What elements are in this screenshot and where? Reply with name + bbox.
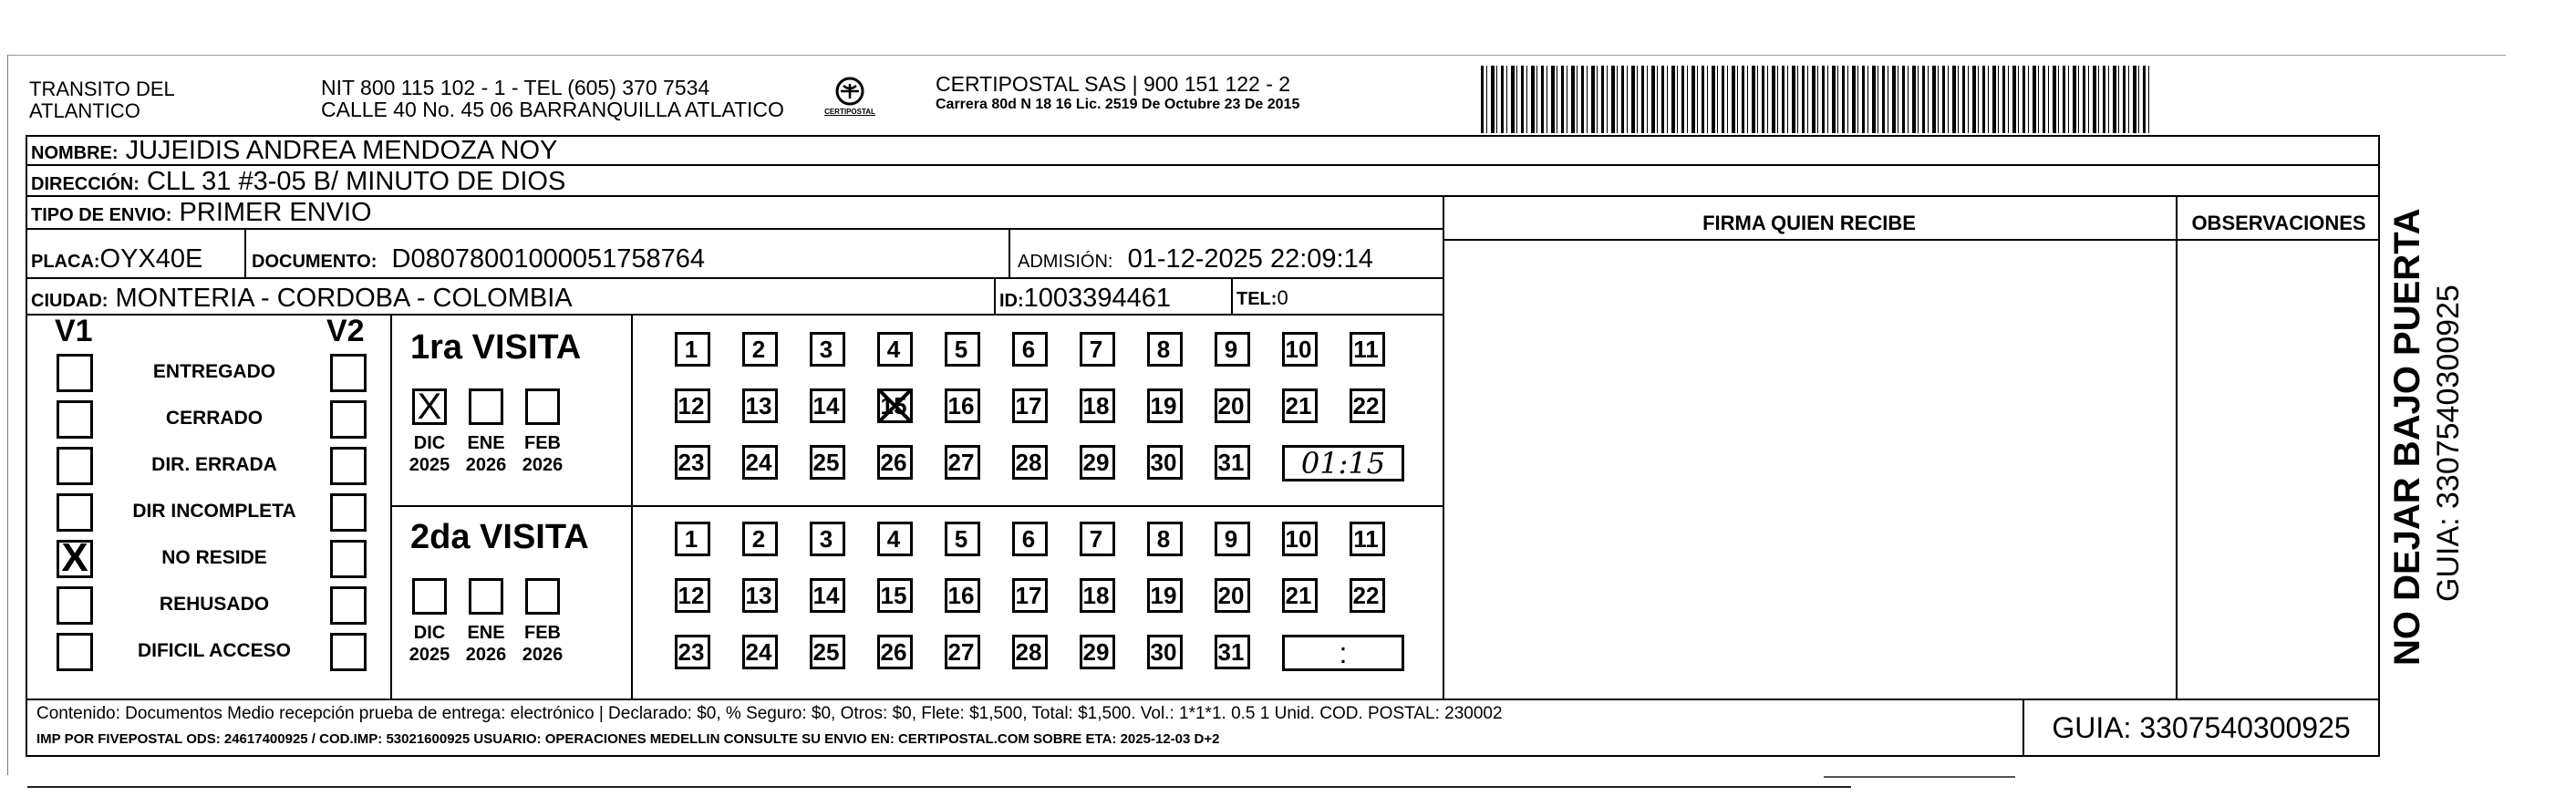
day-24[interactable]: 24	[742, 445, 778, 480]
month-name: DIC	[413, 433, 446, 453]
day-11[interactable]: 11	[1350, 522, 1385, 556]
month-year: 2026	[522, 645, 564, 665]
direccion-row	[26, 166, 2380, 197]
v1-checkbox-no-reside[interactable]: X	[57, 540, 93, 578]
month-year: 2026	[522, 455, 564, 475]
day-6[interactable]: 6	[1012, 522, 1048, 556]
day-22[interactable]: 22	[1350, 388, 1385, 423]
visit-time-field[interactable]: :	[1282, 635, 1404, 671]
carrier-line: CERTIPOSTAL SAS | 900 151 122 - 2	[936, 72, 1291, 96]
month-year: 2025	[409, 645, 450, 665]
month-name: FEB	[524, 623, 561, 643]
tipo-label: TIPO DE ENVIO:	[31, 205, 172, 225]
v2-header: V2	[326, 314, 365, 348]
day-13[interactable]: 13	[742, 578, 778, 613]
side-guia: GUIA: 3307540300925	[2431, 285, 2466, 602]
day-21[interactable]: 21	[1282, 388, 1318, 423]
v2-checkbox-dir-incompleta[interactable]	[330, 493, 367, 532]
month-checkbox-dic[interactable]	[412, 578, 447, 615]
day-28[interactable]: 28	[1012, 635, 1048, 669]
month-name: DIC	[413, 623, 446, 643]
month-label	[515, 622, 570, 666]
day-15[interactable]: 15	[877, 578, 913, 613]
day-14[interactable]: 14	[810, 578, 845, 613]
month-year: 2025	[409, 455, 450, 475]
visit-time-field[interactable]: 01:15	[1282, 445, 1404, 481]
day-18[interactable]: 18	[1080, 388, 1115, 423]
status-label: DIFICIL ACCESO	[137, 640, 291, 661]
org-name	[29, 78, 175, 122]
ciudad-field	[31, 284, 573, 314]
v2-checkbox-dificil-acceso[interactable]	[330, 633, 367, 671]
day-25[interactable]: 25	[810, 445, 845, 480]
month-label	[459, 432, 513, 476]
admision-field	[1018, 244, 1373, 274]
day-12[interactable]: 12	[675, 578, 710, 613]
logo-text: CERTIPOSTAL	[824, 108, 875, 116]
visit-title: 1ra VISITA	[410, 328, 582, 367]
day-29[interactable]: 29	[1080, 635, 1115, 669]
v2-checkbox-cerrado[interactable]	[330, 400, 367, 439]
admision-value: 01-12-2025 22:09:14	[1127, 244, 1373, 274]
org-line-1: TRANSITO DEL	[29, 78, 175, 100]
day-12[interactable]: 12	[675, 388, 710, 423]
v1-header: V1	[55, 314, 93, 348]
day-2[interactable]: 2	[742, 522, 778, 556]
month-checkbox-dic[interactable]: X	[412, 388, 447, 425]
day-26[interactable]: 26	[877, 635, 913, 669]
day-30[interactable]: 30	[1147, 635, 1183, 669]
day-8[interactable]: 8	[1147, 522, 1183, 556]
v1-checkbox-dificil-acceso[interactable]	[57, 633, 93, 671]
day-19[interactable]: 19	[1147, 388, 1183, 423]
nombre-label: NOMBRE:	[31, 143, 119, 163]
observaciones-header: OBSERVACIONES	[2191, 212, 2366, 234]
firma-header: FIRMA QUIEN RECIBE	[1702, 212, 1916, 234]
documento-field	[252, 244, 705, 274]
day-27[interactable]: 27	[945, 635, 980, 669]
day-3[interactable]: 3	[810, 522, 845, 556]
ciudad-label: CIUDAD:	[31, 291, 109, 311]
day-9[interactable]: 9	[1215, 332, 1250, 367]
day-31[interactable]: 31	[1215, 445, 1250, 480]
ciudad-value: MONTERIA - CORDOBA - COLOMBIA	[115, 284, 573, 313]
v1-checkbox-cerrado[interactable]	[57, 400, 93, 439]
tel-field	[1236, 286, 1288, 310]
status-label: ENTREGADO	[152, 361, 276, 382]
day-14[interactable]: 14	[810, 388, 845, 423]
carrier-address: Carrera 80d N 18 16 Lic. 2519 De Octubre 23 De 2015	[936, 97, 1300, 112]
id-field	[999, 284, 1171, 314]
month-checkbox-ene[interactable]	[469, 578, 503, 615]
day-8[interactable]: 8	[1147, 332, 1183, 367]
day-19[interactable]: 19	[1147, 578, 1183, 613]
month-checkbox-ene[interactable]	[469, 388, 503, 425]
day-25[interactable]: 25	[810, 635, 845, 669]
nit-line: NIT 800 115 102 - 1 - TEL (605) 370 7534	[321, 76, 710, 99]
v1-checkbox-entregado[interactable]	[57, 354, 93, 392]
day-26[interactable]: 26	[877, 445, 913, 480]
id-value: 1003394461	[1023, 284, 1171, 313]
day-11[interactable]: 11	[1350, 332, 1385, 367]
month-name: FEB	[524, 433, 561, 453]
day-5[interactable]: 5	[945, 332, 980, 367]
org-line-2: ATLANTICO	[29, 99, 140, 122]
nombre-row	[26, 135, 2380, 166]
month-label	[402, 622, 457, 666]
footer-guia: GUIA: 3307540300925	[2052, 711, 2351, 744]
visit-title: 2da VISITA	[410, 518, 589, 556]
day-2[interactable]: 2	[742, 332, 778, 367]
day-5[interactable]: 5	[945, 522, 980, 556]
day-13[interactable]: 13	[742, 388, 778, 423]
month-name: ENE	[467, 433, 505, 453]
tipo-row	[26, 197, 1444, 230]
footer-print-line: IMP POR FIVEPOSTAL ODS: 24617400925 / COD.IMP: 53021600925 USUARIO: OPERACIONES MEDELLIN CONSULTE SU ENVIO EN: CERTIPOSTAL.COM SOBRE ETA: 2025-12-03 D+2	[36, 731, 1220, 747]
day-4[interactable]: 4	[877, 522, 913, 556]
day-24[interactable]: 24	[742, 635, 778, 669]
v2-checkbox-dir-errada[interactable]	[330, 447, 367, 485]
admision-label: ADMISIÓN:	[1018, 252, 1113, 272]
month-year: 2026	[465, 645, 507, 665]
tel-value: 0	[1277, 286, 1288, 309]
day-7[interactable]: 7	[1080, 522, 1115, 556]
day-22[interactable]: 22	[1350, 578, 1385, 613]
day-17[interactable]: 17	[1012, 388, 1048, 423]
month-label	[515, 432, 570, 476]
day-9[interactable]: 9	[1215, 522, 1250, 556]
day-1[interactable]: 1	[675, 332, 710, 367]
day-18[interactable]: 18	[1080, 578, 1115, 613]
day-15[interactable]: 15	[877, 388, 913, 423]
day-3[interactable]: 3	[810, 332, 845, 367]
month-checkbox-feb[interactable]	[525, 388, 560, 425]
direccion-label: DIRECCIÓN:	[31, 174, 140, 194]
certipostal-logo	[817, 75, 883, 126]
v2-checkbox-entregado[interactable]	[330, 354, 367, 392]
day-16[interactable]: 16	[945, 388, 980, 423]
address-line: CALLE 40 No. 45 06 BARRANQUILLA ATLATICO	[321, 98, 784, 121]
day-23[interactable]: 23	[675, 635, 710, 669]
day-17[interactable]: 17	[1012, 578, 1048, 613]
day-29[interactable]: 29	[1080, 445, 1115, 480]
org-contact	[321, 77, 784, 120]
v1-checkbox-dir-errada[interactable]	[57, 447, 93, 485]
day-10[interactable]: 10	[1282, 332, 1318, 367]
side-warning: NO DEJAR BAJO PUERTA	[2387, 208, 2427, 666]
status-label: CERRADO	[165, 408, 264, 429]
documento-value: D08078001000051758764	[391, 244, 706, 274]
day-4[interactable]: 4	[877, 332, 913, 367]
day-7[interactable]: 7	[1080, 332, 1115, 367]
day-6[interactable]: 6	[1012, 332, 1048, 367]
v1-checkbox-rehusado[interactable]	[57, 586, 93, 625]
status-label: DIR. ERRADA	[151, 454, 277, 475]
day-20[interactable]: 20	[1215, 578, 1250, 613]
placa-label: PLACA:	[31, 252, 100, 272]
footer-content-line: Contenido: Documentos Medio recepción prueba de entrega: electrónico | Declarado: $0, % Seguro: $0, Otros: $0, Flete: $1,500, Total: $1,500. Vol.: 1*1*1. 0.5 1 Unid. COD. POSTAL: 230002	[36, 704, 1503, 723]
v2-checkbox-no-reside[interactable]	[330, 540, 367, 578]
status-label: DIR INCOMPLETA	[132, 501, 296, 522]
day-1[interactable]: 1	[675, 522, 710, 556]
month-name: ENE	[467, 623, 505, 643]
status-label: NO RESIDE	[161, 547, 267, 568]
month-year: 2026	[465, 455, 507, 475]
placa-field	[31, 244, 202, 274]
documento-label: DOCUMENTO:	[252, 252, 378, 272]
month-label	[402, 432, 457, 476]
day-10[interactable]: 10	[1282, 522, 1318, 556]
nombre-value: JUJEIDIS ANDREA MENDOZA NOY	[125, 136, 558, 165]
v1-checkbox-dir-incompleta[interactable]	[57, 493, 93, 532]
day-31[interactable]: 31	[1215, 635, 1250, 669]
status-label: REHUSADO	[159, 594, 270, 615]
month-checkbox-feb[interactable]	[525, 578, 560, 615]
day-16[interactable]: 16	[945, 578, 980, 613]
day-20[interactable]: 20	[1215, 388, 1250, 423]
direccion-value: CLL 31 #3-05 B/ MINUTO DE DIOS	[146, 167, 566, 196]
day-30[interactable]: 30	[1147, 445, 1183, 480]
placa-value: OYX40E	[99, 244, 203, 274]
id-label: ID:	[999, 291, 1024, 311]
tel-label: TEL:	[1236, 289, 1278, 309]
carrier-info	[936, 73, 1299, 115]
day-21[interactable]: 21	[1282, 578, 1318, 613]
day-27[interactable]: 27	[945, 445, 980, 480]
day-23[interactable]: 23	[675, 445, 710, 480]
day-28[interactable]: 28	[1012, 445, 1048, 480]
v2-checkbox-rehusado[interactable]	[330, 586, 367, 625]
barcode	[1481, 66, 2152, 133]
month-label	[459, 622, 513, 666]
tipo-value: PRIMER ENVIO	[179, 198, 372, 227]
